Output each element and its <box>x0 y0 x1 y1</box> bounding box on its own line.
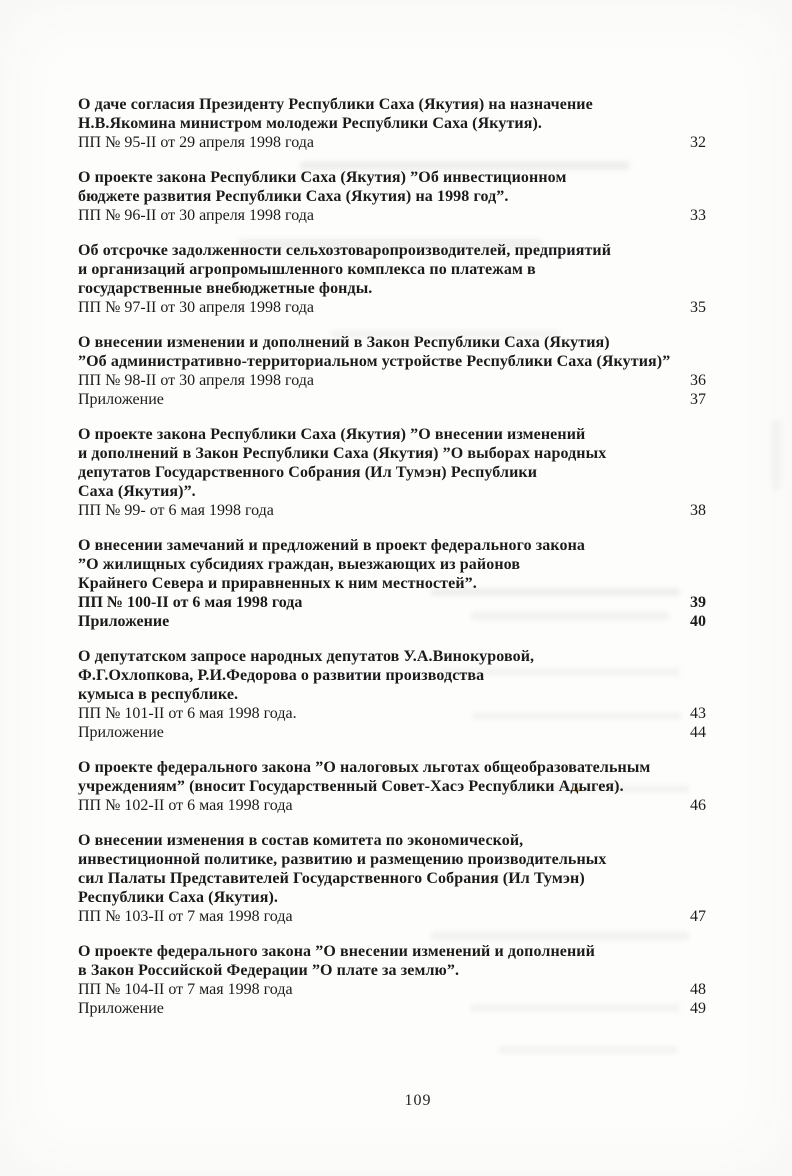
toc-entry <box>78 425 706 520</box>
entry-meta-row <box>78 999 706 1018</box>
toc-entry <box>78 758 706 815</box>
entry-meta-row <box>78 980 706 999</box>
entry-page-ref: 49 <box>690 1000 706 1017</box>
entry-reference-label: ПП № 100-II от 6 мая 1998 года <box>78 594 303 611</box>
entry-title <box>78 168 706 206</box>
entry-page-ref: 43 <box>690 705 706 722</box>
entry-title <box>78 333 706 371</box>
toc-entry <box>78 241 706 317</box>
entry-page-ref: 40 <box>690 613 706 630</box>
toc-entries <box>78 95 706 1018</box>
toc-entry <box>78 95 706 152</box>
entry-page-ref: 48 <box>690 981 706 998</box>
toc-entry <box>78 831 706 926</box>
entry-reference-label: ПП № 104-II от 7 мая 1998 года <box>78 981 293 998</box>
entry-reference-label: ПП № 96-II от 30 апреля 1998 года <box>78 207 314 224</box>
entry-title <box>78 536 706 593</box>
entry-page-ref: 47 <box>690 908 706 925</box>
entry-title-line: Об отсрочке задолженности сельхозтоваропроизводителей, предприятий <box>78 242 612 259</box>
entry-title-line: кумыса в республике. <box>78 686 239 703</box>
entry-title <box>78 758 706 796</box>
entry-title <box>78 425 706 501</box>
page-number: 109 <box>404 1092 432 1109</box>
entry-page-ref: 46 <box>690 797 706 814</box>
entry-title <box>78 95 706 133</box>
entry-page-ref: 36 <box>690 372 706 389</box>
entry-rows <box>78 796 706 815</box>
entry-meta-row <box>78 298 706 317</box>
entry-meta-row <box>78 371 706 390</box>
entry-page-ref: 35 <box>690 299 706 316</box>
toc-content <box>78 95 706 1034</box>
entry-meta-row <box>78 907 706 926</box>
entry-meta-row <box>78 593 706 612</box>
entry-rows <box>78 133 706 152</box>
toc-entry <box>78 333 706 409</box>
entry-reference-label: ПП № 95-II от 29 апреля 1998 года <box>78 134 314 151</box>
entry-reference-label: ПП № 99- от 6 мая 1998 года <box>78 502 274 519</box>
entry-page-ref: 33 <box>690 207 706 224</box>
entry-title-line: Саха (Якутия)”. <box>78 483 196 500</box>
entry-title-line: сил Палаты Представителей Государственного Собрания (Ил Тумэн) <box>78 870 585 887</box>
entry-reference-label: Приложение <box>78 1000 164 1017</box>
entry-title <box>78 647 706 704</box>
entry-title-line: депутатов Государственного Собрания (Ил Тумэн) Республики <box>78 464 538 481</box>
edge-smudge <box>772 420 781 490</box>
entry-page-ref: 32 <box>690 134 706 151</box>
entry-page-ref: 38 <box>690 502 706 519</box>
entry-title-line: ”Об административно-территориальном устройстве Республики Саха (Якутия)” <box>78 353 671 370</box>
entry-title-line: О даче согласия Президенту Республики Саха (Якутия) на назначение <box>78 96 593 113</box>
toc-entry <box>78 942 706 1018</box>
toc-entry <box>78 647 706 742</box>
entry-reference-label: ПП № 102-II от 6 мая 1998 года <box>78 797 293 814</box>
entry-rows <box>78 206 706 225</box>
entry-meta-row <box>78 133 706 152</box>
entry-meta-row <box>78 704 706 723</box>
entry-page-ref: 37 <box>690 391 706 408</box>
entry-meta-row <box>78 206 706 225</box>
entry-title-line: О внесении изменении и дополнений в Закон Республики Саха (Якутия) <box>78 334 610 351</box>
entry-rows <box>78 501 706 520</box>
entry-rows <box>78 704 706 742</box>
toc-entry <box>78 168 706 225</box>
entry-meta-row <box>78 612 706 631</box>
entry-meta-row <box>78 501 706 520</box>
entry-page-ref: 44 <box>690 724 706 741</box>
entry-rows <box>78 907 706 926</box>
entry-rows <box>78 980 706 1018</box>
entry-title-line: Республики Саха (Якутия). <box>78 889 278 906</box>
entry-reference-label: ПП № 101-II от 6 мая 1998 года. <box>78 705 297 722</box>
entry-page-ref: 39 <box>690 594 706 611</box>
entry-title-line: О проекте закона Республики Саха (Якутия) ”Об инвестиционном <box>78 169 567 186</box>
entry-title-line: Крайнего Севера и приравненных к ним местностей”. <box>78 575 477 592</box>
toc-entry <box>78 536 706 631</box>
bleed-through-smudge <box>498 1046 678 1054</box>
entry-title-line: О внесении замечаний и предложений в проект федерального закона <box>78 537 586 554</box>
entry-title-line: О депутатском запросе народных депутатов У.А.Винокуровой, <box>78 648 535 665</box>
entry-reference-label: Приложение <box>78 724 164 741</box>
entry-rows <box>78 593 706 631</box>
entry-title-line: О внесении изменения в состав комитета по экономической, <box>78 832 524 849</box>
entry-rows <box>78 371 706 409</box>
entry-title <box>78 942 706 980</box>
entry-reference-label: Приложение <box>78 391 164 408</box>
entry-title-line: Н.В.Якомина министром молодежи Республики Саха (Якутия). <box>78 115 543 132</box>
entry-title-line: Ф.Г.Охлопкова, Р.И.Федорова о развитии производства <box>78 667 485 684</box>
entry-title-line: бюджете развития Республики Саха (Якутия) на 1998 год”. <box>78 188 509 205</box>
entry-meta-row <box>78 723 706 742</box>
entry-reference-label: ПП № 103-II от 7 мая 1998 года <box>78 908 293 925</box>
entry-title-line: в Закон Российской Федерации ”О плате за землю”. <box>78 962 460 979</box>
entry-reference-label: ПП № 97-II от 30 апреля 1998 года <box>78 299 314 316</box>
entry-rows <box>78 298 706 317</box>
entry-reference-label: Приложение <box>78 613 170 630</box>
entry-title-line: государственные внебюджетные фонды. <box>78 280 373 297</box>
entry-title-line: и организаций агропромышленного комплекса по платежам в <box>78 261 536 278</box>
entry-title-line: О проекте федерального закона ”О налоговых льготах общеобразовательным <box>78 759 651 776</box>
entry-title-line: учреждениям” (вносит Государственный Совет-Хасэ Республики Адыгея). <box>78 778 624 795</box>
entry-reference-label: ПП № 98-II от 30 апреля 1998 года <box>78 372 314 389</box>
entry-title-line: инвестиционной политике, развитию и размещению производительных <box>78 851 607 868</box>
entry-title-line: О проекте закона Республики Саха (Якутия) ”О внесении изменений <box>78 426 586 443</box>
entry-title-line: и дополнений в Закон Республики Саха (Якутия) ”О выборах народных <box>78 445 607 462</box>
entry-meta-row <box>78 390 706 409</box>
entry-title <box>78 831 706 907</box>
entry-meta-row <box>78 796 706 815</box>
entry-title <box>78 241 706 298</box>
entry-title-line: О проекте федерального закона ”О внесении изменений и дополнений <box>78 943 595 960</box>
entry-title-line: ”О жилищных субсидиях граждан, выезжающих из районов <box>78 556 521 573</box>
